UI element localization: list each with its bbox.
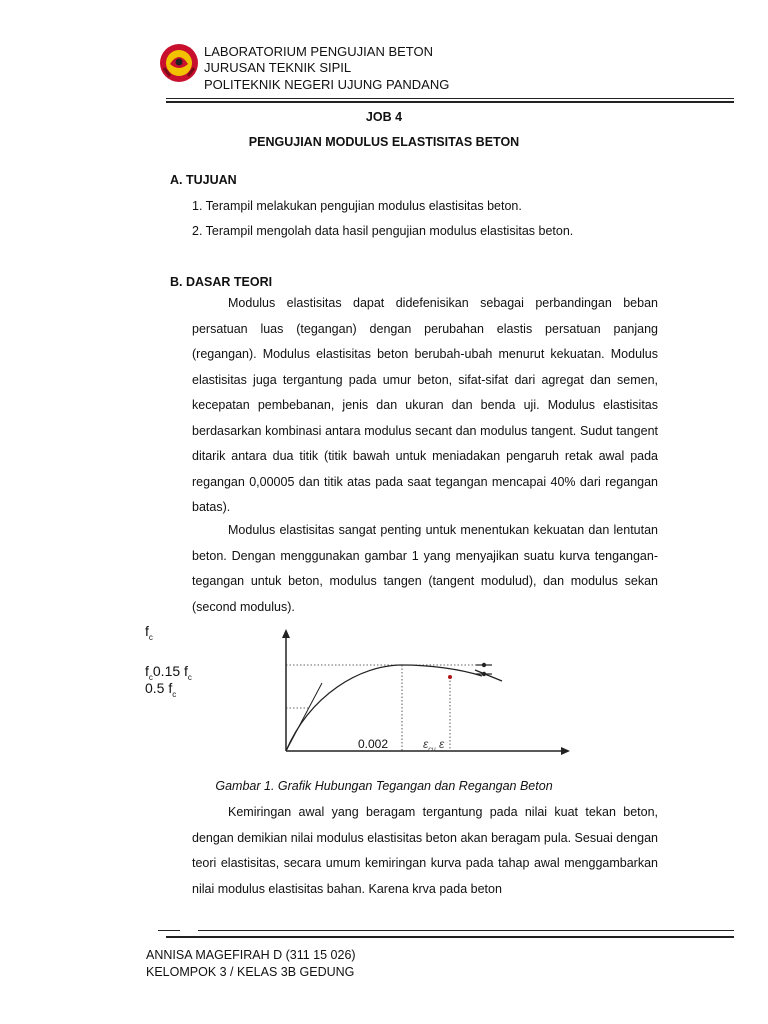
job-number: JOB 4	[365, 110, 403, 124]
curve-end-node	[482, 663, 486, 667]
footer-rule-bottom	[166, 936, 734, 938]
figure-caption: Gambar 1. Grafik Hubungan Tegangan dan Regangan Beton	[215, 779, 553, 793]
institution-logo	[158, 42, 200, 84]
list-item: 2. Terampil mengolah data hasil pengujian modulus elastisitas beton.	[192, 224, 574, 238]
page-title: PENGUJIAN MODULUS ELASTISITAS BETON	[248, 135, 520, 149]
section-b-heading: B. DASAR TEORI	[170, 275, 273, 289]
header-rule-thin	[166, 98, 734, 99]
footer-rule-long	[198, 930, 734, 931]
theory-paragraph-2: Modulus elastisitas sangat penting untuk menentukan kekuatan dan lentutan beton. Dengan menggunakan gambar 1 yang menyajikan suatu kurva tengangan-tegangan untuk beton, modulus tangen (tangent modulud), dan modulus sekan (second modulus).	[192, 523, 658, 614]
header-rule-thick	[166, 101, 734, 103]
figure-label-05fc: 0.5 $f_c$	[145, 680, 177, 699]
tick-label-0002: 0.002	[358, 737, 389, 751]
x-axis-arrow	[561, 747, 570, 755]
footer-rule-short	[158, 930, 180, 931]
footer-author: ANNISA MAGEFIRAH D (311 15 026)	[146, 948, 356, 962]
theory-paragraph-3: Kemiringan awal yang beragam tergantung pada nilai kuat tekan beton, dengan demikian nilai modulus elastisitas beton akan beragam pula. Sesuai dengan teori elastisitas, secara umum kemiringan kurva pada tahap awal menggambarkan nilai modulus elastisitas bahan. Karena krva pada beton	[192, 805, 658, 896]
figure-label-fc: $f_c$	[145, 623, 153, 642]
theory-paragraph-1: Modulus elastisitas dapat didefenisikan sebagai perbandingan beban persatuan luas (tegangan) dengan perubahan elastis persatuan panjang (regangan). Modulus elastisitas beton berubah-ubah menurut kekuatan. Modulus elastisitas juga tergantung pada umur beton, sifat-sifat dari agregat dan semen, kecepatan pembebanan, jenis dan ukuran dan benda uji. Modulus elastisitas berdasarkan kombinasi antara modulus secant dan modulus tangent. Sudut tangent ditarik antara dua titik (titik bawah untuk meniadakan pengaruh retak awal pada regangan 0,00005 dan titik atas pada saat tegangan mencapai 40% dari regangan batas).	[192, 296, 658, 514]
curve-end-node	[482, 672, 486, 676]
header-department: JURUSAN TEKNIK SIPIL	[204, 60, 352, 75]
epsilon-labels: $\varepsilon_{cu}$ ε	[423, 737, 445, 754]
list-item: 1. Terampil melakukan pengujian modulus elastisitas beton.	[192, 199, 522, 213]
ultimate-point	[448, 675, 452, 679]
footer-group: KELOMPOK 3 / KELAS 3B GEDUNG	[146, 965, 355, 979]
header-institution: POLITEKNIK NEGERI UJUNG PANDANG	[204, 77, 450, 92]
y-axis-arrow	[282, 629, 290, 638]
section-a-heading: A. TUJUAN	[170, 173, 237, 187]
figure-label-fc-015: $f_c0.15$ $f_c$	[145, 663, 192, 682]
header-lab-name: LABORATORIUM PENGUJIAN BETON	[204, 44, 433, 59]
